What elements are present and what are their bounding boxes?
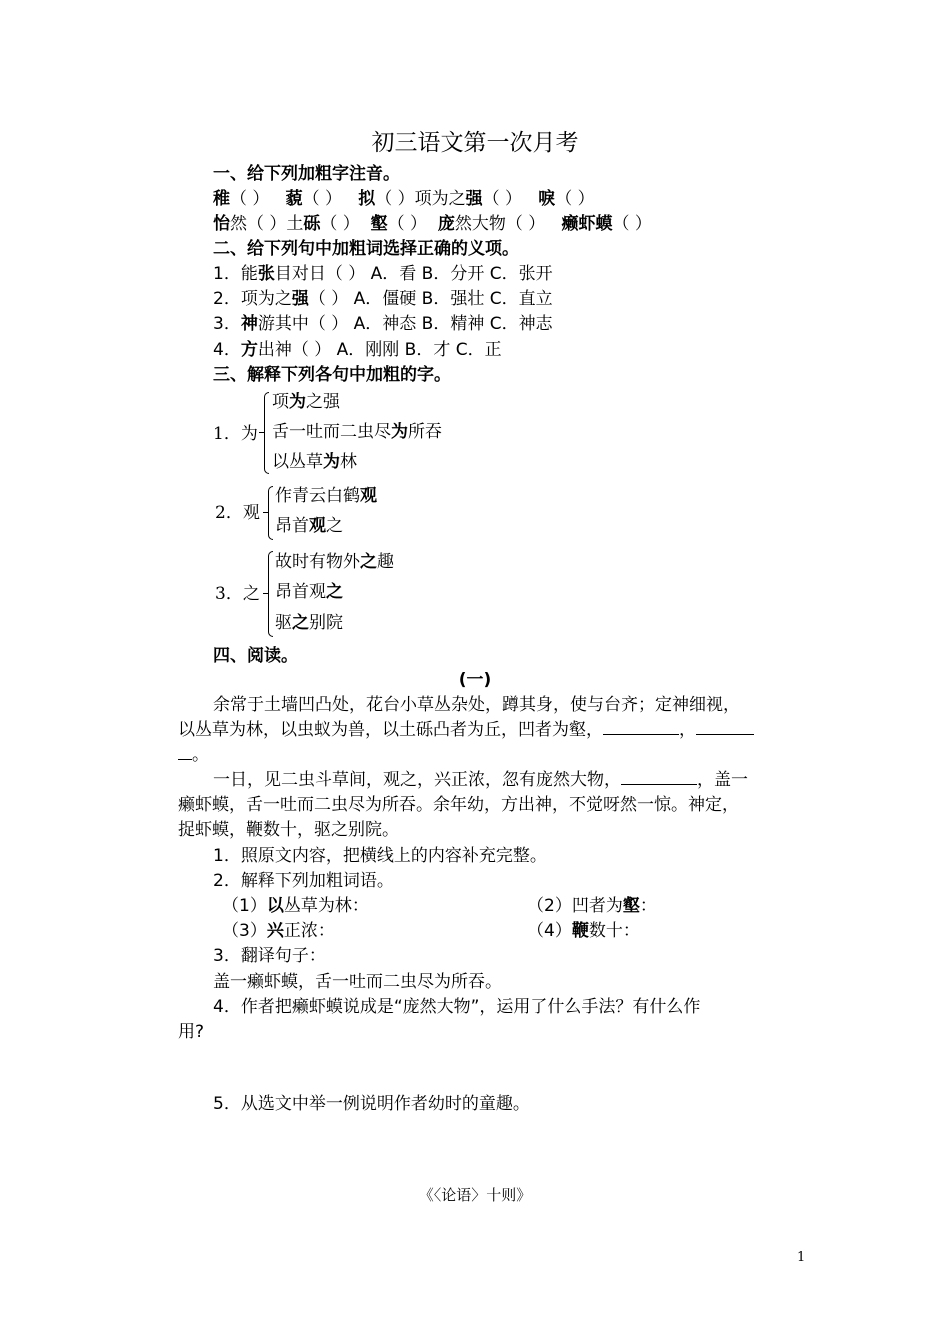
page-number: 1: [797, 1250, 806, 1265]
group-2-label: 2．观: [215, 503, 260, 523]
section-2-q3: 3．神游其中（ ） A．神态 B．精神 C．神志: [213, 314, 553, 334]
group-3-brace: [268, 551, 273, 637]
question-2-item-4: （4）鞭数十：: [527, 921, 640, 941]
question-4-line-2: 用?: [178, 1022, 205, 1042]
section-1-heading: 一、给下列加粗字注音。: [213, 164, 400, 184]
question-4-line-1: 4．作者把癞虾蟆说成是“庞然大物”，运用了什么手法？有什么作: [213, 997, 701, 1017]
passage-line-2: 以丛草为林，以虫蚁为兽，以土砾凸者为丘，凹者为壑， ，: [178, 718, 754, 742]
reading-subtitle: (一): [458, 670, 492, 690]
fill-blank-2-cont[interactable]: [178, 743, 192, 760]
group-2-line-1: 作青云白鹤观: [275, 486, 377, 506]
section-2-q4: 4．方出神（ ） A．刚刚 B．才 C．正: [213, 340, 502, 360]
passage-line-4: 一日，见二虫斗草间，观之，兴正浓，忽有庞然大物， ，盖一: [213, 770, 748, 790]
question-2-item-2: （2）凹者为壑：: [527, 896, 657, 916]
question-2-item-1: （1）以丛草为林：: [222, 896, 369, 916]
question-2: 2．解释下列加粗词语。: [213, 871, 394, 891]
group-1-label: 1．为: [213, 424, 258, 444]
group-2-brace-tip: [263, 512, 268, 513]
passage-line-3: 。: [178, 743, 209, 767]
group-1-line-3: 以丛草为林: [272, 452, 357, 472]
next-section-title: 《〈论语〉十则》: [418, 1186, 532, 1204]
passage-line-1: 余常于土墙凹凸处，花台小草丛杂处，蹲其身，使与台齐；定神细视，: [213, 695, 740, 715]
group-2-brace: [268, 486, 273, 540]
question-5: 5．从选文中举一例说明作者幼时的童趣。: [213, 1094, 530, 1114]
passage-line-5: 癞虾蟆，舌一吐而二虫尽为所吞。余年幼，方出神，不觉呀然一惊。神定，: [178, 795, 739, 815]
group-3-line-1: 故时有物外之趣: [275, 552, 394, 572]
section-2-q2: 2．项为之强（ ） A．僵硬 B．强壮 C．直立: [213, 289, 553, 309]
group-1-line-1: 项为之强: [272, 392, 340, 412]
fill-blank-1[interactable]: [603, 718, 679, 735]
section-1-row-2: 怡然（ ）土砾（ ） 壑（ ） 庞然大物（ ） 癞虾蟆（ ）: [213, 214, 652, 234]
question-2-item-3: （3）兴正浓：: [222, 921, 335, 941]
section-2-q1: 1．能张目对日（ ） A．看 B．分开 C．张开: [213, 264, 553, 284]
page-title: 初三语文第一次月考: [371, 130, 579, 156]
passage-line-6: 捉虾蟆，鞭数十，驱之别院。: [178, 820, 399, 840]
group-2-line-2: 昂首观之: [275, 516, 343, 536]
group-1-line-2: 舌一吐而二虫尽为所吞: [272, 422, 442, 442]
fill-blank-2[interactable]: [696, 718, 754, 735]
question-1: 1．照原文内容，把横线上的内容补充完整。: [213, 846, 547, 866]
group-1-brace: [264, 392, 269, 474]
group-3-label: 3．之: [215, 584, 260, 604]
group-1-brace-tip: [259, 432, 264, 433]
fill-blank-3[interactable]: [621, 768, 697, 785]
question-3: 3．翻译句子：: [213, 946, 326, 966]
section-4-heading: 四、阅读。: [213, 646, 298, 666]
group-3-line-2: 昂首观之: [275, 582, 343, 602]
question-3-sentence: 盖一癞虾蟆，舌一吐而二虫尽为所吞。: [213, 972, 502, 992]
group-3-brace-tip: [263, 593, 268, 594]
section-2-heading: 二、给下列句中加粗词选择正确的义项。: [213, 239, 519, 259]
group-3-line-3: 驱之别院: [275, 613, 343, 633]
section-1-row-1: 稚（ ） 藐（ ） 拟（ ）项为之强（ ） 唳（ ）: [213, 189, 595, 209]
section-3-heading: 三、解释下列各句中加粗的字。: [213, 365, 451, 385]
